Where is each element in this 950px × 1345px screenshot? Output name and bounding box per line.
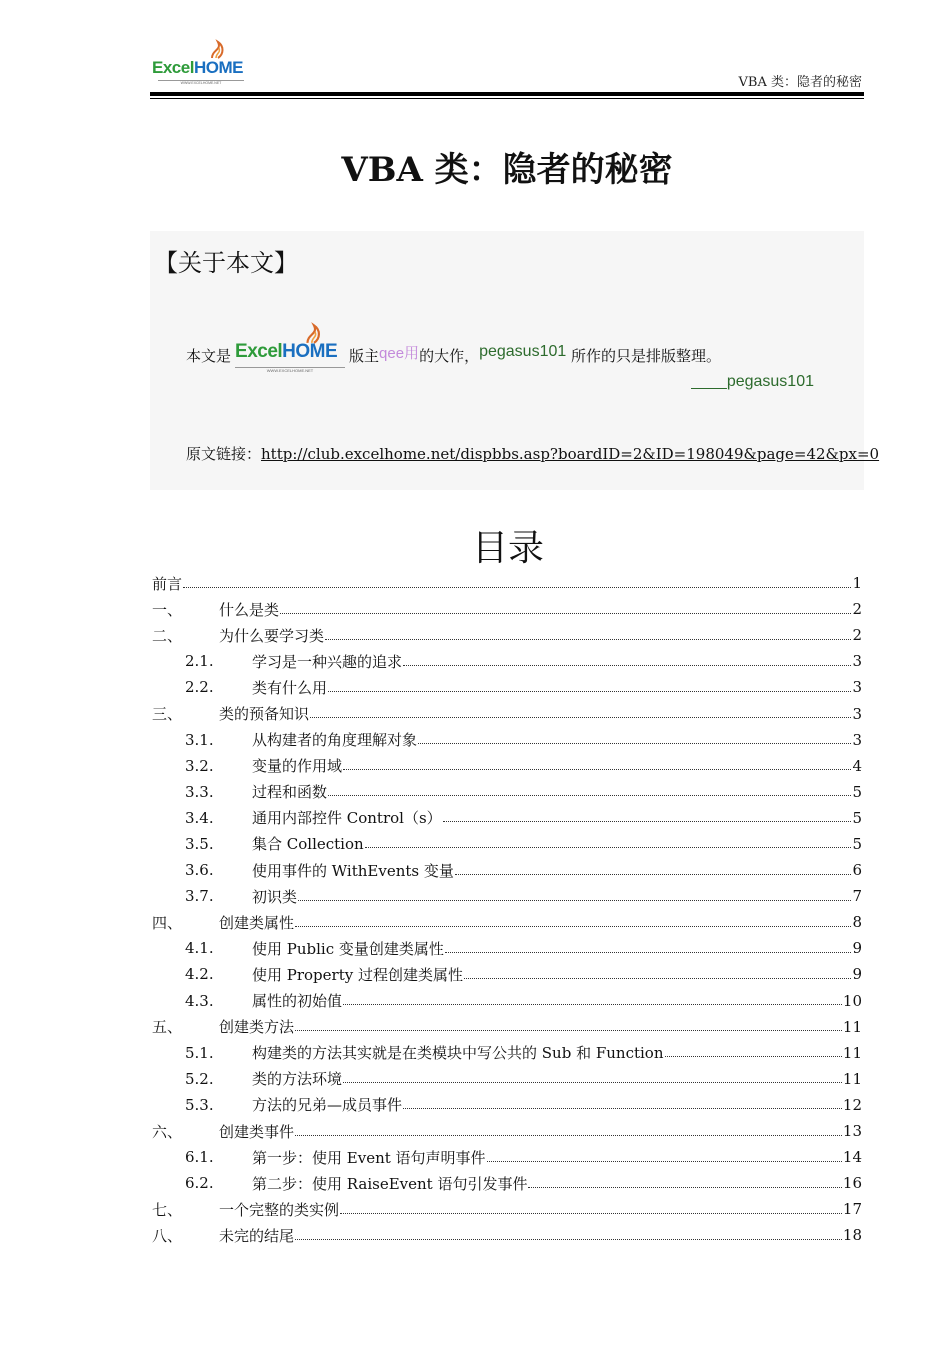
contributor-name: pegasus101 [479,343,567,360]
source-line [186,443,879,464]
toc-entry-page: 16 [842,1174,862,1193]
toc-entry-label: 变量的作用域 [252,757,343,776]
source-link[interactable]: http://club.excelhome.net/dispbbs.asp?boardID=2&ID=198049&page=42&px=0 [261,445,880,463]
about-text: 本文是 ExcelHOME WWW.EXCELHOME.NET 版主qee用的大作，pegasus101 所作的只是排版整理。 [186,329,721,385]
toc-entry[interactable] [152,622,862,648]
toc-entry[interactable] [152,596,862,622]
toc-entry-label: 使用事件的 WithEvents 变量 [252,861,454,880]
toc-dot-leader [310,717,851,718]
toc-entry-label: 创建类方法 [219,1018,295,1037]
flame-icon [208,38,228,60]
toc-dot-leader [340,1213,842,1214]
toc-entry[interactable] [152,1092,862,1118]
toc-entry-label: 创建类属性 [219,913,295,932]
toc-entry[interactable] [152,1170,862,1196]
toc-entry-label: 类的预备知识 [219,705,310,724]
toc-entry-page: 12 [842,1095,862,1114]
toc-entry-label: 使用 Public 变量创建类属性 [252,939,444,958]
toc-entry-page: 1 [852,574,862,593]
toc-entry[interactable] [152,988,862,1014]
toc-entry-number: 四、 [152,913,183,932]
header-rule-thick [150,92,864,96]
signature: ____pegasus101 [691,373,814,390]
toc-entry[interactable] [152,1222,862,1248]
toc-entry-page: 11 [842,1017,862,1036]
toc-entry-number: 七、 [152,1200,183,1219]
toc-entry-label: 集合 Collection [252,835,364,854]
toc-entry-page: 9 [852,939,862,958]
toc-entry-number: 4.3. [185,991,214,1010]
toc-dot-leader [328,795,851,796]
toc-entry-label: 未完的结尾 [219,1226,295,1245]
toc-entry-number: 6.1. [185,1148,214,1167]
toc-entry-page: 2 [852,626,862,645]
toc-entry[interactable] [152,1014,862,1040]
toc-dot-leader [343,1004,842,1005]
toc-dot-leader [343,1082,842,1083]
logo-wordmark: ExcelHOME [152,58,243,77]
toc-dot-leader [528,1187,841,1188]
admin-name: qee用 [379,345,420,362]
logo-url: WWW.EXCELHOME.NET [158,80,244,85]
excelhome-logo [152,38,248,90]
toc-entry-label: 为什么要学习类 [219,626,325,645]
toc-entry[interactable] [152,805,862,831]
toc-entry-label: 属性的初始值 [252,992,343,1011]
toc-entry-label: 什么是类 [219,600,280,619]
toc-entry-label: 从构建者的角度理解对象 [252,731,418,750]
toc-entry-number: 3.4. [185,808,214,827]
header-rule-thin [150,98,864,99]
toc-dot-leader [365,847,852,848]
toc-entry-page: 7 [852,887,862,906]
toc-entry[interactable] [152,674,862,700]
toc-entry-page: 13 [842,1122,862,1141]
toc-entry-label: 通用内部控件 Control（s） [252,809,442,828]
toc-entry[interactable] [152,648,862,674]
toc-entry-label: 创建类事件 [219,1122,295,1141]
toc-dot-leader [403,1108,842,1109]
toc-entry-number: 5.3. [185,1095,214,1114]
toc-entry-number: 八、 [152,1226,183,1245]
toc-entry[interactable] [152,935,862,961]
toc-entry-number: 4.2. [185,965,214,984]
toc-entry-number: 2.2. [185,678,214,697]
toc-dot-leader [445,952,852,953]
toc-entry-page: 2 [852,600,862,619]
toc-entry-page: 5 [852,808,862,827]
toc-entry-page: 17 [842,1200,862,1219]
toc-dot-leader [455,874,852,875]
toc-dot-leader [295,1030,842,1031]
document-title: VBA 类：隐者的秘密 [341,150,673,190]
toc-entry-label: 一个完整的类实例 [219,1200,340,1219]
toc-entry-label: 第一步：使用 Event 语句声明事件 [252,1148,486,1167]
toc-entry-page: 10 [842,991,862,1010]
excelhome-inline-logo: ExcelHOME WWW.EXCELHOME.NET [233,319,347,375]
toc-dot-leader [403,665,851,666]
about-section [150,231,880,490]
toc-entry[interactable] [152,1196,862,1222]
toc-entry-number: 3.3. [185,782,214,801]
toc-entry-page: 4 [852,756,862,775]
source-label: 原文链接： [186,445,262,463]
toc-dot-leader [183,587,851,588]
about-heading: 【关于本文】 [154,249,298,277]
toc-entry[interactable] [152,727,862,753]
toc-entry-number: 二、 [152,626,183,645]
toc-dot-leader [487,1161,842,1162]
toc-dot-leader [280,613,851,614]
toc-entry-label: 类有什么用 [252,678,328,697]
toc-title: 目录 [471,528,544,569]
toc-entry-page: 6 [852,861,862,880]
toc-entry-number: 5.2. [185,1069,214,1088]
toc-entry[interactable] [152,1040,862,1066]
toc-entry-label: 类的方法环境 [252,1070,343,1089]
toc-entry[interactable] [152,961,862,987]
toc-entry[interactable] [152,570,862,596]
toc-entry-page: 5 [852,782,862,801]
toc-entry[interactable] [152,753,862,779]
toc-entry-number: 4.1. [185,939,214,958]
toc-dot-leader [298,900,851,901]
toc-dot-leader [665,1056,842,1057]
toc-dot-leader [295,1135,842,1136]
toc-dot-leader [295,926,851,927]
table-of-contents [152,570,862,1248]
toc-entry-page: 8 [852,913,862,932]
toc-dot-leader [328,691,851,692]
toc-entry-label: 使用 Property 过程创建类属性 [252,965,463,984]
toc-dot-leader [343,769,851,770]
toc-entry[interactable] [152,1066,862,1092]
toc-entry-number: 3.6. [185,861,214,880]
toc-entry[interactable] [152,700,862,726]
toc-entry-label: 方法的兄弟—成员事件 [252,1096,403,1115]
toc-entry-page: 3 [852,730,862,749]
toc-entry-number: 3.7. [185,887,214,906]
toc-dot-leader [295,1239,842,1240]
toc-entry-number: 六、 [152,1122,183,1141]
toc-entry-page: 18 [842,1226,862,1245]
toc-entry-label: 学习是一种兴趣的追求 [252,652,403,671]
toc-entry-number: 5.1. [185,1043,214,1062]
toc-entry[interactable] [152,1118,862,1144]
toc-entry-page: 3 [852,704,862,723]
toc-entry-page: 9 [852,965,862,984]
toc-entry[interactable] [152,857,862,883]
toc-entry-number: 3.2. [185,756,214,775]
toc-dot-leader [464,978,851,979]
toc-dot-leader [325,639,851,640]
toc-entry-page: 14 [842,1148,862,1167]
toc-entry-label: 第二步：使用 RaiseEvent 语句引发事件 [252,1174,528,1193]
toc-entry-label: 前言 [152,574,183,593]
toc-entry[interactable] [152,1144,862,1170]
toc-entry[interactable] [152,831,862,857]
toc-entry-page: 3 [852,678,862,697]
toc-entry-number: 3.1. [185,730,214,749]
toc-entry[interactable] [152,883,862,909]
toc-entry-number: 2.1. [185,652,214,671]
toc-entry-number: 6.2. [185,1174,214,1193]
toc-entry-label: 过程和函数 [252,783,328,802]
toc-entry-number: 三、 [152,705,183,724]
toc-entry[interactable] [152,909,862,935]
toc-dot-leader [418,743,851,744]
toc-dot-leader [443,821,852,822]
running-title: VBA 类：隐者的秘密 [738,75,862,90]
toc-entry-number: 一、 [152,600,183,619]
toc-entry-page: 11 [842,1069,862,1088]
toc-entry-page: 3 [852,652,862,671]
toc-entry-number: 五、 [152,1018,183,1037]
toc-entry-label: 构建类的方法其实就是在类模块中写公共的 Sub 和 Function [252,1044,664,1063]
toc-entry-page: 5 [852,834,862,853]
toc-entry-label: 初识类 [252,887,298,906]
toc-entry[interactable] [152,779,862,805]
toc-entry-number: 3.5. [185,834,214,853]
toc-entry-page: 11 [842,1043,862,1062]
